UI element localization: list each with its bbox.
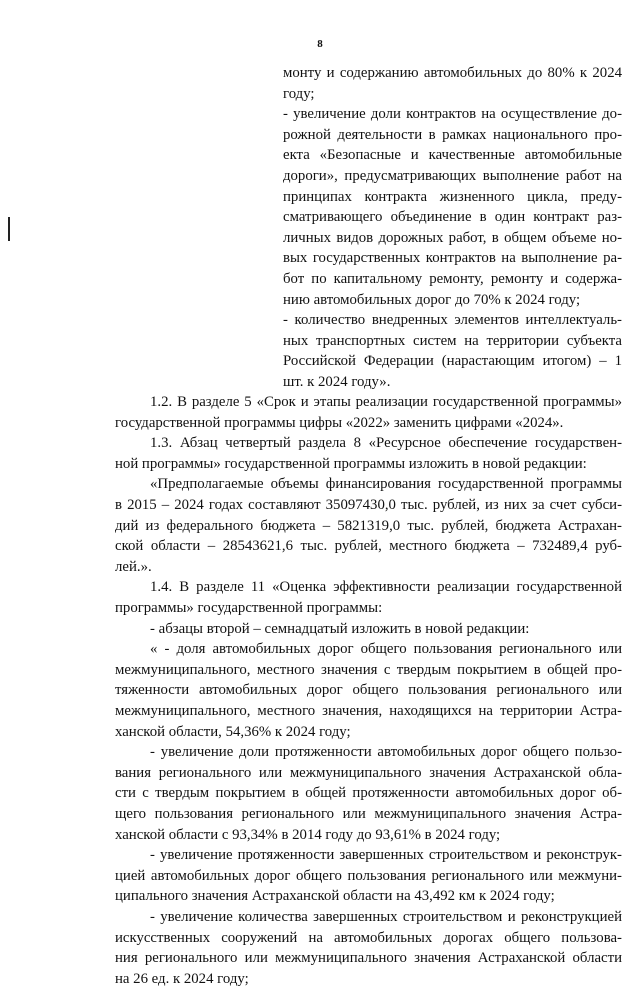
body-line: «Предполагаемые объемы финансирования государственной программы <box>150 476 622 493</box>
body-line: межмуниципального, местного значения с твердым покрытием в общей про- <box>115 661 622 678</box>
body-line: ской области – 28543621,6 тыс. рублей, местного бюджета – 732489,4 руб- <box>115 538 622 555</box>
body-line: тяженности автомобильных дорог общего пользования регионального или <box>115 682 622 699</box>
right-column-line: - количество внедренных элементов интеллектуаль- <box>283 312 622 329</box>
right-column-line: ных транспортных систем на территории субъекта <box>283 332 622 349</box>
body-line: щего пользования регионального или межмуниципального значения Астра- <box>115 806 622 822</box>
right-column-line: Российской Федерации (нарастающим итогом) – 1 <box>283 353 622 370</box>
body-line: программы» государственной программы: <box>115 600 383 616</box>
right-column-line: нию автомобильных дорог до 70% к 2024 году; <box>283 291 581 308</box>
body-line: вания регионального или межмуниципального значения Астраханской обла- <box>115 764 622 781</box>
body-line: - увеличение протяженности завершенных строительством и реконструк- <box>150 847 622 864</box>
body-line: « - доля автомобильных дорог общего пользования регионального или <box>150 641 622 658</box>
right-column-line: шт. к 2024 году». <box>283 374 391 390</box>
body-line: - увеличение доли протяженности автомобильных дорог общего пользо- <box>150 744 622 761</box>
body-line: сти с твердым покрытием в общей протяженности автомобильных дорог об- <box>115 785 622 802</box>
body-line: 1.4. В разделе 11 «Оценка эффективности реализации государственной <box>150 579 622 596</box>
body-line: - абзацы второй – семнадцатый изложить в новой редакции: <box>150 620 530 637</box>
page-number: 8 <box>317 38 323 50</box>
right-column-line: - увеличение доли контрактов на осуществление до- <box>283 106 622 123</box>
body-line: искусственных сооружений на автомобильных дорогах общего пользова- <box>115 929 622 946</box>
body-line: ния регионального или межмуниципального значения Астраханской области <box>115 950 622 967</box>
body-line: ханской области, 54,36% к 2024 году; <box>115 723 351 740</box>
right-column-line: рожной деятельности в рамках национального про- <box>283 126 622 143</box>
right-column-line: сматривающего объединение в один контракт раз- <box>283 209 622 226</box>
body-line: 1.3. Абзац четвертый раздела 8 «Ресурсное обеспечение государствен- <box>150 435 622 452</box>
body-line: ханской области с 93,34% в 2014 году до 93,61% в 2024 году; <box>115 826 501 843</box>
right-column-line: екта «Безопасные и качественные автомобильные <box>283 147 622 164</box>
right-column-line: вых государственных контрактов на выполнение ра- <box>283 250 622 267</box>
right-column-line: году; <box>283 85 315 102</box>
right-column-line: принципах контракта жизненного цикла, преду- <box>283 188 622 205</box>
right-column-line: бот по капитальному ремонту, ремонту и содержа- <box>283 271 622 287</box>
right-column-line: монту и содержанию автомобильных до 80% к 2024 <box>283 65 622 81</box>
body-line: цией автомобильных дорог общего пользования регионального или межмуни- <box>115 867 622 884</box>
body-line: - увеличение количества завершенных строительством и реконструкцией <box>150 909 622 925</box>
body-line: на 26 ед. к 2024 году; <box>115 970 249 987</box>
body-line: государственной программы цифры «2022» заменить цифрами «2024». <box>115 414 564 431</box>
body-line: лей.». <box>115 558 152 575</box>
body-line: ной программы» государственной программы изложить в новой редакции: <box>115 455 587 472</box>
body-line: 1.2. В разделе 5 «Срок и этапы реализации государственной программы» <box>150 394 622 410</box>
body-line: ципального значения Астраханской области на 43,492 км к 2024 году; <box>115 888 555 905</box>
body-line: дий из федерального бюджета – 5821319,0 тыс. рублей, бюджета Астрахан- <box>115 517 622 534</box>
body-line: межмуниципального, местного значения, находящихся на территории Астра- <box>115 703 622 719</box>
scan-margin-mark <box>8 217 10 241</box>
right-column-line: личных видов дорожных работ, в общем объеме но- <box>283 229 622 246</box>
body-line: в 2015 – 2024 годах составляют 35097430,0 тыс. рублей, из них за счет субси- <box>115 497 622 513</box>
right-column-line: дороги», предусматривающих выполнение работ на <box>283 168 622 184</box>
